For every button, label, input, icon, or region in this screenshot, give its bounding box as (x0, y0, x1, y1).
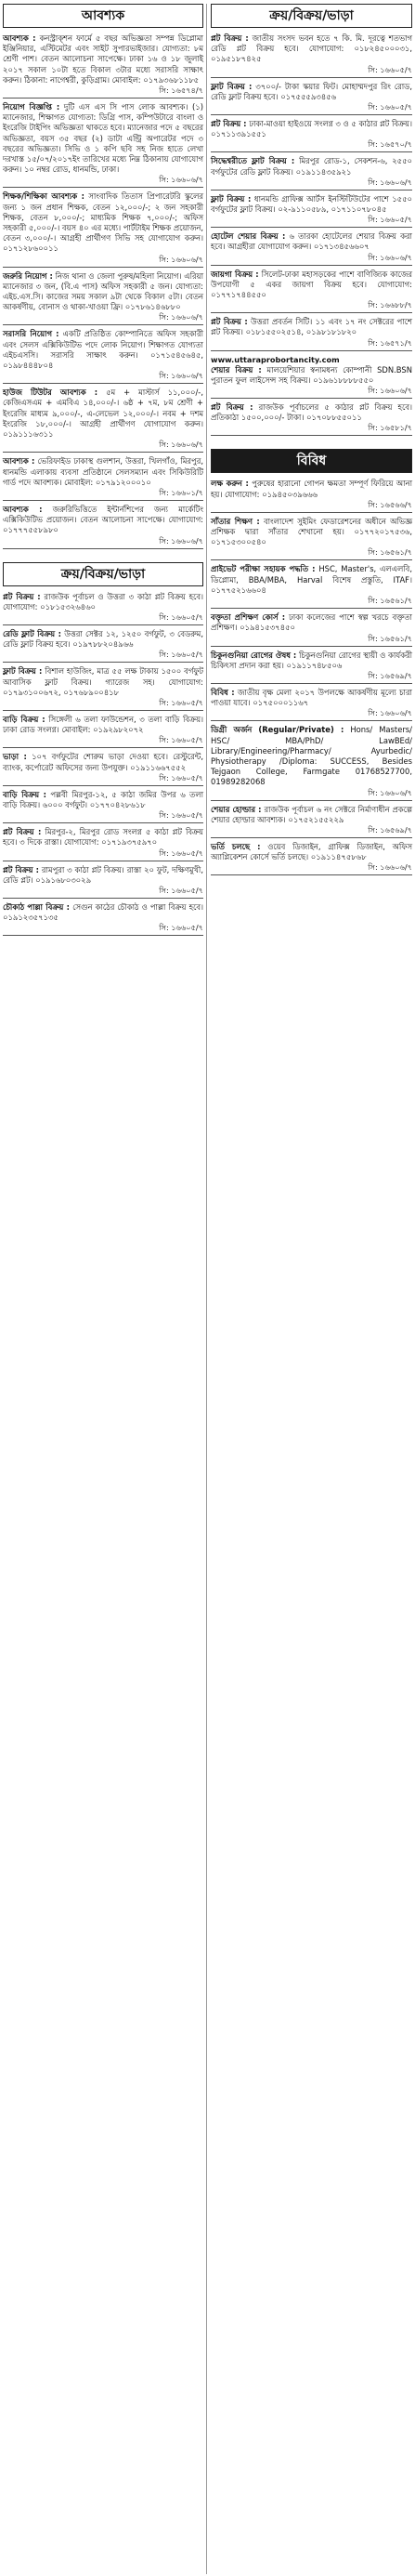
ad-code: সি: ১৬৬০৬/৭ (159, 440, 203, 450)
classified-ad (3, 666, 203, 711)
ad-keyword: শেয়ার হোল্ডার : (211, 804, 262, 814)
ad-separator (3, 267, 203, 268)
column-divider (206, 4, 207, 2574)
classified-ad (3, 271, 203, 326)
ad-keyword: সাঁতার শিক্ষণ : (211, 516, 260, 526)
ad-body (211, 119, 412, 139)
ad-keyword: সিদ্ধেশ্বরীতে ফ্লাট বিক্রয় : (211, 156, 295, 166)
ad-keyword: জায়গা বিক্রয় : (211, 269, 259, 279)
ad-code: সি: ১৬৬০৬/৭ (368, 708, 412, 718)
ad-text: মিরপুর রোড-১, সেকশন-৬, ২৫৫০ বর্গফুটের রেডি ফ্লাট বিক্রয়। ০১৯১১৪৩৫৯২১ (211, 156, 413, 177)
ad-body (211, 317, 412, 337)
ad-text: ঢাকা কলেজের পাশে স্বল্প খরচে বক্তৃতা প্রশিক্ষণ। ০১৯৪১৫৩৭৪৫০ (211, 612, 412, 633)
classified-ad (3, 592, 203, 625)
ad-separator (3, 500, 203, 501)
ad-keyword: রেডি ফ্লাট বিক্রয় : (3, 628, 61, 638)
ad-keyword: প্লট বিক্রয় : (211, 33, 249, 43)
ad-code: সি: ১৬৬০৬/৭ (368, 177, 412, 187)
ad-text: পুরুষের হারানো গোপন ক্ষমতা সম্পূর্ণ ফিরিয়ে আনা হয়। যোগাযোগ: ০১৯৪৫০৩৯৬৬৬ (211, 479, 413, 499)
ad-separator (211, 265, 412, 266)
ad-body (211, 194, 412, 215)
classified-ad (211, 33, 412, 78)
ad-body (211, 365, 412, 386)
ad-keyword: সরাসরি নিয়োগ : (3, 329, 59, 339)
ad-separator (211, 800, 412, 801)
ad-separator (3, 785, 203, 786)
ad-separator (3, 747, 203, 748)
ad-code: সি: ১৬৫৭০/৭ (368, 139, 412, 150)
classified-ad (3, 752, 203, 785)
ad-separator (211, 77, 412, 78)
ad-code: সি: ১৬৬০৫/৭ (159, 923, 203, 933)
classified-ad (3, 505, 203, 549)
ad-text: ভেরিফাইড ঢাকাস্থ গুলশান, উত্তরা, খিলগাঁও, মিরপুর, ধানমন্ডি এলাকায় ব্যবসা প্রতিষ্ঠানে সেলসম্যান এবং সিকিউরিটি গার্ড পদে আবশ্যক। মোবাইল: ০১৭৯১২০০০১০ (3, 456, 203, 487)
ad-text: পল্লবী মিরপুর-১২, ৫ কাঠা জমির উপর ৬ তলা বাড়ি বিক্রয়। ৬০০০ বর্গফুট। ০১৭৭০৪২৮৬১৮ (3, 789, 203, 809)
ad-keyword: হাউজ টিউটর আবশ্যক : (3, 388, 98, 398)
ad-keyword: প্লট বিক্রয় : (3, 864, 39, 874)
ad-code: সি: ১৬৬০৫/৭ (368, 64, 412, 74)
ad-code: সি: ১৬৫৬১/৭ (368, 633, 412, 643)
ad-text: জাতীয় সংসদ ভবন হতে ৭ কি. মি. দূরত্বে শতভাগ রেডি প্লট বিক্রয় হবে। যোগাযোগ: ০১৮২৪৫০০০৩১, ০১৯৫১৮৭৪২৫ (211, 33, 412, 64)
wanted-ads-list (3, 33, 203, 549)
ad-text: জরুরিভিত্তিতে ইন্টার্নশিপের জন্য মার্কেটিং এক্সিকিউটিভ প্রয়োজন। বেতন আলোচনা সাপেক্ষে। যোগাযোগ: ০১৭৭৭৫৫৮৯৮০ (3, 504, 203, 535)
ad-keyword: ডিগ্রী অর্জন (Regular/Private) : (211, 725, 344, 735)
ad-code: সি: ১৬৬৮৮/৭ (368, 300, 412, 310)
ad-code: সি: ১৬৬০৬/৭ (159, 312, 203, 322)
ad-body (211, 33, 412, 65)
ad-separator (3, 624, 203, 625)
ad-code: সি: ১৬৬০৬/৭ (159, 175, 203, 185)
ad-body (3, 271, 203, 313)
ad-code: সি: ১৬৬০৫/৭ (368, 215, 412, 225)
classified-ad (3, 629, 203, 663)
ad-body (3, 33, 203, 85)
ad-code: সি: ১৬৬০৫/৭ (159, 735, 203, 745)
right-column (211, 4, 412, 879)
ad-separator (3, 710, 203, 711)
ad-code: সি: ১৬৬০৬/৭ (368, 787, 412, 797)
ad-separator (211, 646, 412, 647)
classified-ad (211, 231, 412, 265)
ad-separator (211, 227, 412, 228)
ad-text: ধানমন্ডি গ্রাফিক্স আর্টস ইনস্টিটিউটের পাশে ১৫৫০ বর্গফুটের ফ্লাট বিক্রয়। ০২-৯১১০৫৮৯, ০১৭১১০৭৮০৪৫ (211, 193, 412, 215)
ad-separator (211, 559, 412, 560)
ad-keyword: আবশ্যক : (3, 33, 36, 43)
ad-keyword: প্লট বিক্রয় : (3, 591, 41, 601)
ad-code: সি: ১৬৫৭৪/৭ (159, 85, 203, 96)
left-column (3, 4, 203, 940)
classified-ad (211, 269, 412, 314)
ad-body (211, 231, 412, 252)
classified-ad (211, 402, 412, 436)
ad-text: ১০৭ বর্গফুটের শোরুম ভাড়া দেওয়া হবে। রেস্টুরেন্ট, ব্যাংক, কর্পোরেট অফিসের জন্য উপযুক্ত। ০১৯১১৬৬৭৫৫২ (3, 752, 203, 772)
ad-separator (211, 114, 412, 115)
ad-keyword: জরুরি নিয়োগ : (3, 270, 53, 281)
classified-ad (3, 715, 203, 748)
ad-separator (3, 935, 203, 936)
ad-code: সি: ১৬৬০৫/৭ (159, 848, 203, 858)
ad-keyword: শেয়ার বিক্রয় : (211, 364, 262, 375)
ad-text: ঢাকা-মাওয়া হাইওয়ে সংলগ্ন ৩ ও ৫ কাঠার প্লট বিক্রয়। ০১৭১১৩৯১৫৫১ (211, 119, 412, 139)
ad-separator (3, 822, 203, 823)
classified-ad (211, 479, 412, 512)
ad-separator (211, 608, 412, 609)
ad-keyword: ভাড়া : (3, 752, 27, 762)
ad-body (3, 790, 203, 810)
classified-ad (3, 191, 203, 267)
ad-code: সি: ১৬৬০৬/৭ (159, 535, 203, 545)
ad-text: বিশাল হাউজিং, মাত্র ৫৫ লক্ষ টাকায় ১৫০০ বর্গফুট আবাসিক ফ্লাট বিক্রয়। গ্যারেজ সহ। যোগাযোগ: ০১৭৯৩১০০৬৭২, ০১৭৬৮৯০০৪১৮ (3, 666, 203, 697)
ad-text: রামপুরা ৩ কাঠা প্লট বিক্রয়। রাস্তা ২০ ফুট, দক্ষিণমুখী, রেডি প্লট। ০১৯১৬৮০৩০২৯ (3, 864, 203, 885)
ad-text: কনস্ট্রাক্শন ফার্মে ৫ বছর অভিজ্ঞতা সম্পন্ন ডিপ্লোমা ইঞ্জিনিয়ার, এস্টিমেটর এবং সাইট সুপারভাইজার। যোগ্যতা: ৮ম শ্রেণী পাশ। বেতন আলোচনা সাপেক্ষে। ঢাকা ১৬ ও ১৮ জুলাই ২০১৭ সকাল ১০টা হতে বিকাল ৩টার মধ্যে সরাসরি সাক্ষাৎ করুন। ঠিকানা: নাগেশ্বরী, কুড়িগ্রাম। মোবাইল: ০১৭৯৩৬৮১১৮৫ (3, 33, 203, 85)
classified-ad (3, 33, 203, 99)
ad-code: সি: ১৬৫৬১/৭ (368, 596, 412, 606)
ad-body (3, 102, 203, 175)
classified-ad (211, 82, 412, 115)
ad-code: সি: ১৬৬০৫/৭ (159, 885, 203, 895)
section-heading-buy-sell-rent-right: ক্রয়/বিক্রয়/ভাড়া (211, 4, 412, 28)
ad-code: সি: ১৬৫৬৯/৭ (368, 824, 412, 835)
ad-body (211, 82, 412, 102)
ad-code: সি: ১৬৬০৫/৭ (159, 650, 203, 660)
ad-keyword: প্রাইভেট পরীক্ষা সহায়ক পদ্ধতি : (211, 564, 316, 574)
classified-ad (211, 725, 412, 800)
ad-body (211, 564, 412, 596)
ad-keyword: চৌকাঠ পাল্লা বিক্রয় : (3, 901, 70, 912)
ad-text: Hons/ Masters/ HSC/ MBA/PhD/ LawBEd/ Library/Engineering/Pharmacy/ Ayurbedic/ Physiotherapy /Diploma: SUCCESS, Besides Tejgaon College, Farmgate 01768527700, 01989282068 (211, 725, 412, 787)
classified-ad (3, 329, 203, 384)
ad-separator (3, 98, 203, 99)
ad-code: সি: ১৬৫৮১/৭ (368, 423, 412, 433)
ad-keyword: ফ্লাট বিক্রয় : (211, 193, 252, 204)
ad-separator (3, 452, 203, 453)
ad-code: সি: ১৬৬০৫/৭ (159, 772, 203, 782)
ad-text: উত্তরা প্রবর্তন সিটি। ১১ এবং ১৭ নং সেক্টরের পাশে প্লট বিক্রয়। ০১৮১৫৫০২৫১৪, ০১৯৮১৮১৮২০ (211, 317, 412, 337)
ad-body (211, 725, 412, 787)
ad-code: সি: ১৬৫৭১/৭ (368, 337, 412, 348)
ad-keyword: বিবিধ : (211, 687, 235, 697)
ad-body (211, 156, 412, 177)
ad-text: চিকুনগুনিয়া রোগের স্থায়ী ও কার্যকরী চিকিৎসা প্রদান করা হয়। ০১৯১১৭৪৮৫০৬ (211, 650, 412, 670)
ad-text: ৩৭০০/- টাকা স্কয়ার ফিট। মোহাম্মদপুর রিং রোড, রেডি ফ্লাট বিক্রয় হবে। ০১৭৫৫৫৯৩৪৫৬ (211, 81, 412, 101)
ad-separator (211, 837, 412, 838)
ad-text: দুটি এস এস সি পাস লোক আবশ্যক। (১) ম্যানেজার, শিক্ষাগত যোগ্যতা: ডিগ্রি পাস, কম্পিউটারে বাংলা ও ইংরেজি টাইপিং অভিজ্ঞতা থাকতে হবে। ম্যানেজার পদে ৫ বছরের অভিজ্ঞতা, বয়স ৩৫ বছর (২) ডাটা এন্ট্রি অপারেটর পদে ৩ বছরের অভিজ্ঞতা। সিভি ও ১ কপি ছবি সহ নিজ হাতে লেখা দরখাস্ত ১৫/০৭/২০১৭ইং তারিখের মধ্যে নিম্ন ঠিকানায় যোগাযোগ করুন। ১০ নম্বর রোড, ধানমন্ডি, ঢাকা। (3, 102, 203, 175)
ad-body (211, 612, 412, 633)
classified-ad (3, 102, 203, 188)
ad-body (3, 629, 203, 650)
classified-ad (211, 517, 412, 561)
ad-text: মিরপুর-২, মিরপুর রোড সংলগ্ন ৫ কাঠা প্লট বিক্রয় হবে। ৩ দিকে রাস্তা। যোগাযোগ: ০১৭১৯৩৭৫৯৭০ (3, 827, 203, 848)
ad-keyword: আবশ্যক : (3, 504, 43, 514)
ad-body (3, 827, 203, 848)
ad-separator (211, 312, 412, 313)
ad-body (211, 269, 412, 301)
classified-ad (211, 612, 412, 646)
ad-separator (211, 151, 412, 152)
ad-website-url[interactable]: www.uttaraprobortancity.com (211, 354, 340, 364)
ad-separator (3, 898, 203, 899)
ad-keyword: বক্তৃতা প্রশিক্ষণ কোর্স : (211, 612, 286, 623)
ad-separator (3, 548, 203, 549)
ad-body (3, 505, 203, 536)
ad-separator (211, 683, 412, 684)
ad-code: সি: ১৬৬০৬/৭ (159, 254, 203, 264)
ad-keyword: শিক্ষক/শিক্ষিকা আবশ্যক : (3, 191, 84, 202)
classified-ad (3, 865, 203, 899)
ad-text: মালয়েশিয়ার স্বনামধন্য কোম্পানী SDN.BSN পুরাতন ফুল লাইসেন্স সহ বিক্রয়। ০১৯৬১৮৮৮৮৫৫০ (211, 364, 412, 385)
ad-separator (211, 190, 412, 191)
ad-body (211, 688, 412, 708)
classified-ad (211, 119, 412, 152)
classified-ad (211, 842, 412, 875)
ad-keyword: প্লট বিক্রয় : (211, 119, 247, 129)
classified-ad (3, 790, 203, 823)
ad-separator (3, 662, 203, 663)
ad-text: HSC, Master's, এলএলবি, ডিপ্লোমা, BBA/MBA, Harval বিশেষ প্রস্তুতি, ITAF। ০১৭৭৫২১৬৬০৪ (211, 564, 412, 595)
classified-ad (211, 564, 412, 609)
ad-keyword: ফ্লাট বিক্রয় : (3, 666, 43, 677)
property-ads-list (211, 33, 412, 351)
ad-keyword: চিকুনগুনিয়া রোগের ঔষধ : (211, 650, 297, 660)
ad-text: রাজউক পূর্বাচল ও উত্তরা ৩ কাঠা প্লট বিক্রয় হবে। যোগাযোগ: ০১৮১৫৩২৬৪৬০ (3, 591, 203, 611)
ad-text: সিঙ্গেলী ৬ তলা ফাউন্ডেশন, ৩ তলা বাড়ি বিক্রয়। ঢাকা রোড সংলগ্ন। মোবাইল: ০১৯২৯৮২০৭২ (3, 714, 203, 735)
classified-ad (211, 194, 412, 228)
ad-text: নিজ থানা ও জেলা পুরুষ/মহিলা নিয়োগ। এরিয়া ম্যানেজার ৩ জন, (বি.এ পাস) অফিস সহকারী ৫ জন। যোগ্যতা: এইচ.এস.সি। কাজের সময় সকাল ৯টা থেকে বিকাল ৫টা। বেতন আকর্ষণীয়, বোনাস ও থাকা-খাওয়া ফ্রি। ০১৭৮৬১৪৬৮৮০ (3, 270, 204, 312)
ad-separator (3, 383, 203, 384)
ad-body (3, 388, 203, 440)
ad-keyword: প্লট বিক্রয় : (211, 402, 253, 413)
ad-text: একটি প্রতিষ্ঠিত কোম্পানিতে অফিস সহকারী এবং সেলস এক্সিকিউটিভ পদে লোক নিয়োগ। শিক্ষাগত যোগ্যতা এইচএসসি। সরাসরি সাক্ষাৎ করুন। ০১৭১৫৪৫৬৪৫, ০১৯৮৪৪৪৮০৪ (3, 329, 203, 371)
ad-separator (211, 435, 412, 436)
classified-ad (211, 805, 412, 838)
ad-keyword: ভর্তি চলছে : (211, 841, 261, 851)
buy-sell-ads-list (3, 592, 203, 937)
ad-keyword: প্লট বিক্রয় : (211, 317, 248, 327)
ad-body (3, 752, 203, 772)
classified-ad (3, 827, 203, 861)
ad-body (3, 902, 203, 923)
ad-body (211, 805, 412, 825)
ad-code: সি: ১৬৫৬১/৭ (368, 547, 412, 558)
ad-code: সি: ১৬৬০৫/৭ (159, 697, 203, 707)
classified-ad (3, 388, 203, 453)
ad-body (3, 715, 203, 735)
ad-keyword: বাড়ি বিক্রয় : (3, 789, 47, 799)
ad-separator (3, 324, 203, 325)
ad-body (211, 651, 412, 671)
ad-text: সিলেট-ঢাকা মহাসড়কের পাশে বাণিজ্যিক কাজের উপযোগী ৫ একর জায়গা বিক্রয় হবে। যোগাযোগ: ০১৭৭১৭৪৪৫৫০ (211, 269, 412, 300)
ad-separator (3, 187, 203, 188)
ad-body (3, 865, 203, 886)
ad-separator (211, 720, 412, 721)
ad-text: ৫ম + মাস্টার্স ১১,০০০/-, কেজিএসএম + এমবিএ ১৪,০০০/-। ৬ষ্ঠ + ৭ম, ৮ম শ্রেণী + ইংরেজি মাধ্যম ৯,০০০/-, এ-লেভেল ১২,০০০/-। নবম + দশম ইংরেজি ১৮,০০০/-। আগ্রহী প্রার্থীগণ যোগাযোগ করুন। ০১৯১১১৬৩১১ (3, 388, 203, 440)
classified-ad (211, 317, 412, 350)
ad-code: সি: ১৬৬০৫/৭ (159, 611, 203, 622)
ad-body (211, 842, 412, 862)
ad-keyword: লক্ষ করুন : (211, 479, 249, 489)
ad-code: সি: ১৬৬০৫/৭ (159, 810, 203, 821)
ad-text: ৬ তারকা হোটেলের শেয়ার বিক্রয় করা হবে। আগ্রহীরা যোগাযোগ করুন। ০১৭১৩৪৫৬৬০৭ (211, 231, 412, 252)
ad-text: সেগুন কাঠের চৌকাঠ ও পাল্লা বিক্রয় হবে। ০১৯১২৩৫৭১৩৫ (3, 901, 203, 923)
ad-separator (211, 874, 412, 875)
property-ads-list-2 (211, 365, 412, 437)
ad-text: রাজউক পূর্বাচল ৬ নং সেক্টরে নির্মাণাধীন প্রকল্পে শেয়ার হোল্ডার আবশ্যক। ০১৭৫২১৫৫২২৯ (211, 804, 413, 824)
classified-ad (3, 456, 203, 501)
ad-body (211, 517, 412, 548)
misc-ads-list (211, 479, 412, 875)
ad-code: সি: ১৬৫৬৯/৭ (368, 670, 412, 680)
section-heading-buy-sell-rent: ক্রয়/বিক্রয়/ভাড়া (3, 562, 203, 586)
ad-text: ওয়েব ডিজাইন, গ্রাফিক্স ডিজাইন, অফিস অ্যাপ্লিকেশন কোর্সে ভর্তি চলছে। ০১৯১১৪৭৫৮৬৮ (211, 841, 412, 862)
ad-body (3, 592, 203, 612)
ad-text: সাংবাদিক তিতাস প্রিপারেটরি স্কুলের জন্য ১ জন প্রধান শিক্ষক, বেতন ১২,০০০/-; ২ জন সহকারী শিক্ষক, বেতন ৮,০০০/-; মাধ্যমিক শিক্ষক ৭,০০০/-; অফিস সহকারী ৫,০০০/-। বয়স ৪০ এর মধ্যে। পার্টটাইম শিক্ষক প্রয়োজন, বেতন ৩,০০০/-। আগ্রহী প্রার্থীগণ সিভি সহ যোগাযোগ করুন। ০১৭১২৮৬০০১১ (3, 191, 203, 254)
classified-ad (211, 651, 412, 684)
ad-separator (211, 398, 412, 399)
classified-ad (211, 156, 412, 190)
ad-code: সি: ১৬৫৬৬/৭ (368, 499, 412, 509)
ad-code: সি: ১৬৬০৬/৭ (368, 252, 412, 262)
ad-body (3, 666, 203, 698)
ad-keyword: বাড়ি বিক্রয় : (3, 714, 45, 724)
ad-text: উত্তরা সেক্টর ১২, ১২৫০ বর্গফুট, ৩ বেডরুম, রেডি ফ্লাট বিক্রয় হবে। ০১৯৭৮৮২০৪৯৬৬ (3, 628, 203, 650)
classified-ad (3, 902, 203, 936)
ad-keyword: আবশ্যক : (3, 456, 35, 467)
ad-code: সি: ১৬৬০৬/৭ (159, 371, 203, 381)
classified-ad (211, 365, 412, 399)
ad-code: সি: ১৬৬০১/৭ (159, 487, 203, 497)
ad-body (3, 456, 203, 488)
ad-keyword: প্লট বিক্রয় : (3, 827, 42, 837)
ad-keyword: নিয়োগ বিজ্ঞপ্তি : (3, 102, 60, 112)
ad-keyword: ফ্লাট বিক্রয় : (211, 81, 253, 91)
section-heading-wanted: আবশ্যক (3, 4, 203, 28)
ad-code: সি: ১৬৬০৬/৭ (368, 862, 412, 873)
ad-body (3, 191, 203, 254)
ad-body (211, 479, 412, 499)
ad-keyword: হোটেল শেয়ার বিক্রয় : (211, 231, 286, 242)
classified-ad (211, 688, 412, 721)
ad-text: রাজউক পূর্বাচলের ৫ কাঠার প্লট বিক্রয় হবে। প্রতিকাঠা ১৫০০,০০০/- টাকা। ০১৭০৮৮৫৫০১১ (211, 402, 412, 423)
ad-text: জাতীয় বৃক্ষ মেলা ২০১৭ উপলক্ষে আকর্ষণীয় মূল্যে চারা পাওয়া যাবে। ০১৭৫০০০১১৬৭ (211, 687, 412, 708)
section-heading-miscellaneous: বিবিধ (211, 449, 412, 473)
ad-body (3, 329, 203, 371)
ad-body (211, 402, 412, 423)
ad-separator (211, 350, 412, 351)
ad-code: সি: ১৬৬০৬/৭ (368, 386, 412, 396)
ad-separator (211, 512, 412, 513)
ad-text: বাংলাদেশ সুইমিং ফেডারেশনের অধীনে অভিজ্ঞ প্রশিক্ষক দ্বারা সাঁতার শেখানো হয়। ০১৭৭২০১৭৫৩৬, ০১৭১৫৩০০৫৪০ (211, 516, 412, 547)
ad-code: সি: ১৬৬০৫/৭ (368, 102, 412, 112)
